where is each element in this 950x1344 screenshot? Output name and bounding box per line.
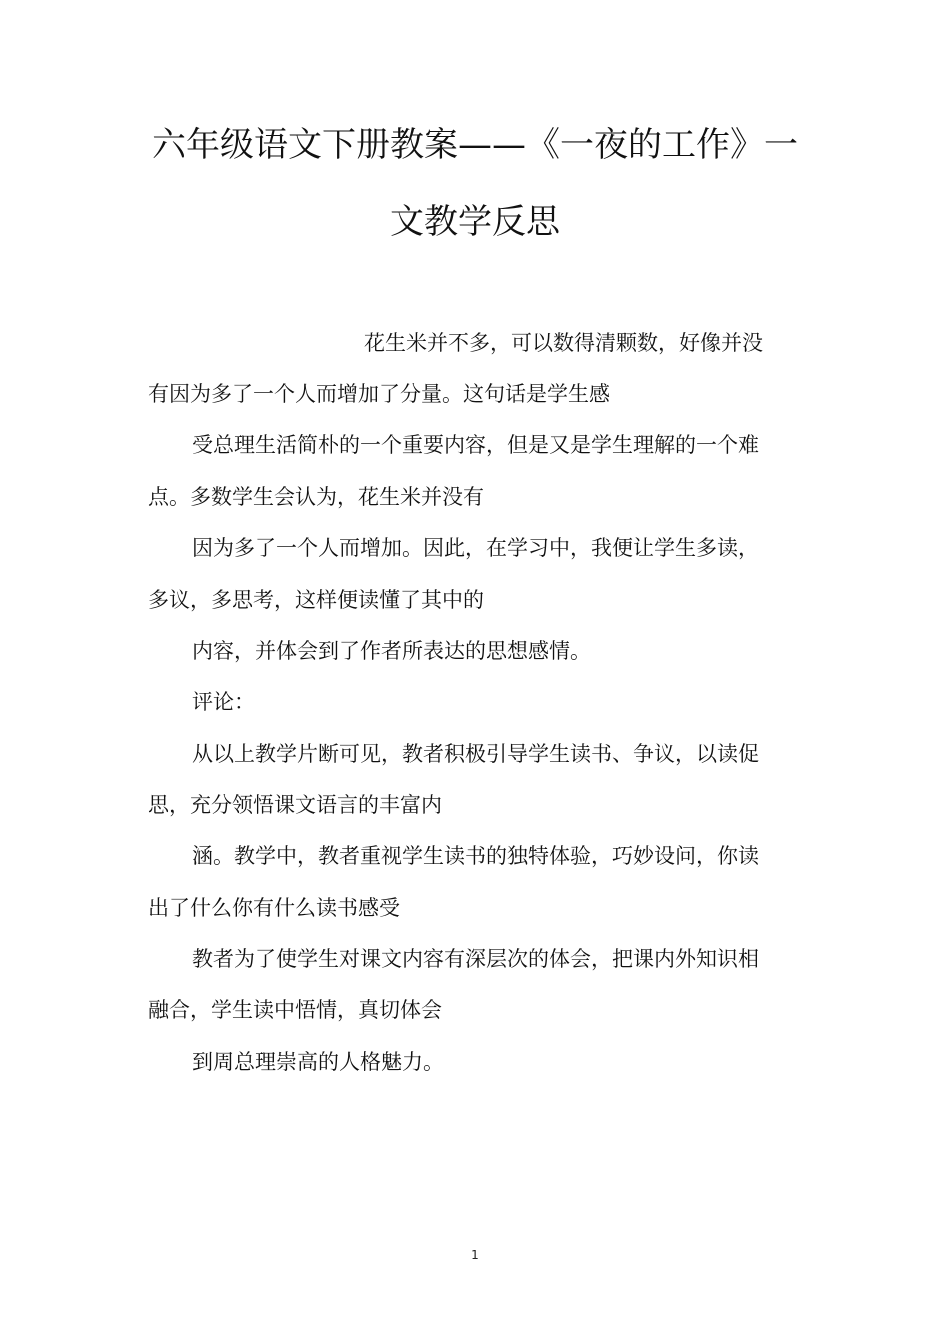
body-line: 点。多数学生会认为，花生米并没有 bbox=[148, 485, 484, 509]
body-line: 受总理生活简朴的一个重要内容，但是又是学生理解的一个难 bbox=[192, 433, 759, 457]
body-line: 多议，多思考，这样便读懂了其中的 bbox=[148, 588, 484, 612]
document-title-line-2: 文教学反思 bbox=[390, 202, 560, 242]
body-line: 花生米并不多，可以数得清颗数，好像并没 bbox=[364, 331, 763, 355]
body-line: 有因为多了一个人而增加了分量。这句话是学生感 bbox=[148, 382, 610, 406]
body-line: 内容，并体会到了作者所表达的思想感情。 bbox=[192, 639, 591, 663]
body-line: 评论： bbox=[192, 690, 255, 714]
body-line: 因为多了一个人而增加。因此，在学习中，我便让学生多读， bbox=[192, 536, 759, 560]
document-title-line-1: 六年级语文下册教案——《一夜的工作》一 bbox=[152, 125, 798, 165]
body-line: 思，充分领悟课文语言的丰富内 bbox=[148, 793, 442, 817]
body-line: 涵。教学中，教者重视学生读书的独特体验，巧妙设问，你读 bbox=[192, 844, 759, 868]
body-line: 从以上教学片断可见，教者积极引导学生读书、争议，以读促 bbox=[192, 742, 759, 766]
page-number: 1 bbox=[471, 1248, 479, 1262]
body-line: 教者为了使学生对课文内容有深层次的体会，把课内外知识相 bbox=[192, 947, 759, 971]
body-line: 到周总理崇高的人格魅力。 bbox=[192, 1050, 444, 1074]
body-line: 出了什么你有什么读书感受 bbox=[148, 896, 400, 920]
body-line: 融合，学生读中悟情，真切体会 bbox=[148, 998, 442, 1022]
